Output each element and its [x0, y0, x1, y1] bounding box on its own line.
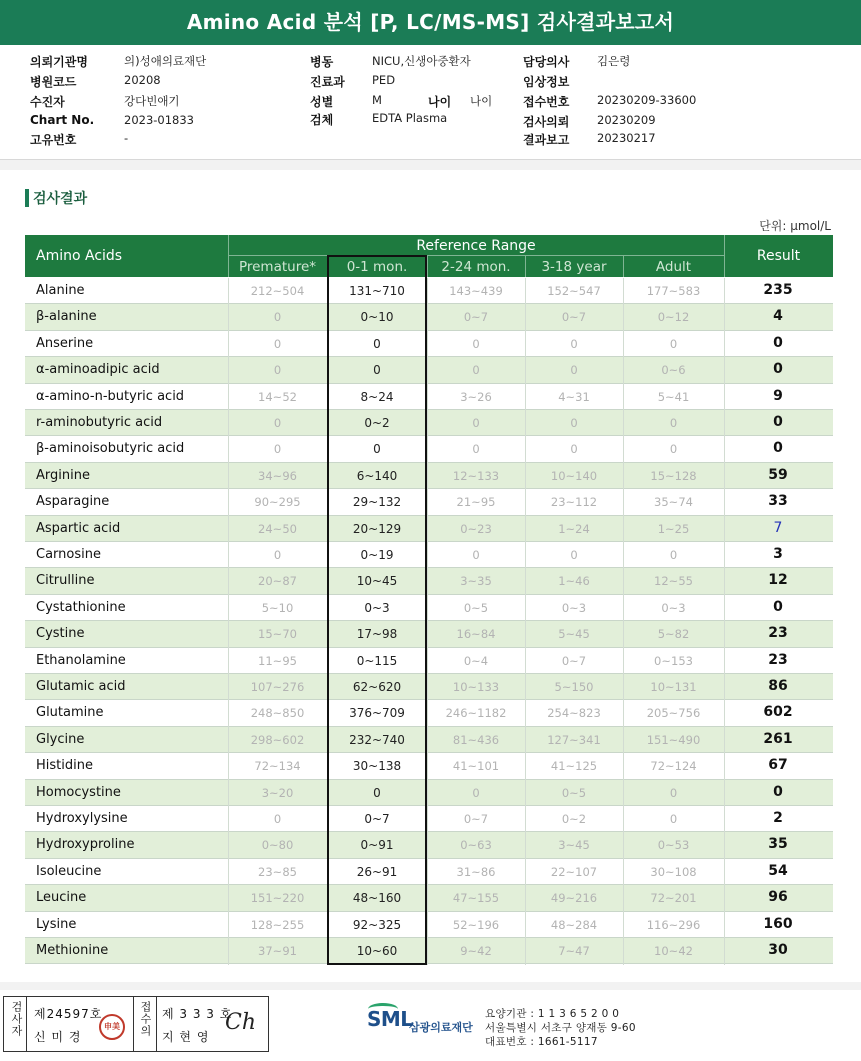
report-title: Amino Acid 분석 [P, LC/MS-MS] 검사결과보고서 — [0, 0, 861, 45]
amino-acid-name: β-aminoisobutyric acid — [36, 441, 185, 457]
table-row — [25, 436, 833, 462]
reference-value: 92~325 — [352, 917, 402, 932]
reference-value: 151~220 — [250, 891, 305, 906]
table-row — [25, 304, 833, 330]
result-value: 235 — [763, 282, 793, 298]
lab-address: 서울특별시 서초구 양재동 9-60 — [485, 1022, 636, 1034]
result-value: 96 — [768, 889, 788, 906]
info-label: 고유번호 — [30, 133, 77, 147]
reference-value: 212~504 — [250, 284, 305, 298]
info-label: 결과보고 — [523, 133, 570, 147]
reference-value: 116~296 — [646, 917, 701, 932]
reference-value: 5~41 — [657, 389, 690, 404]
reference-value: 0 — [669, 812, 678, 826]
reference-value: 0~23 — [460, 521, 492, 536]
sub-header-divider — [427, 255, 428, 277]
result-value: 33 — [768, 493, 788, 510]
header-result: Result — [756, 248, 801, 264]
sub-header-0: Premature* — [238, 259, 317, 275]
header-reference-range: Reference Range — [416, 238, 536, 254]
reference-value: 0 — [669, 416, 678, 430]
column-divider — [228, 278, 229, 965]
result-value: 59 — [768, 466, 788, 483]
reference-value: 5~82 — [657, 627, 690, 642]
amino-acid-name: Isoleucine — [36, 863, 102, 879]
reference-value: 205~756 — [646, 706, 701, 721]
confirmer-number: 제 3 3 3 호 — [162, 1007, 233, 1021]
reference-value: 48~284 — [550, 917, 598, 932]
reference-value: 17~98 — [356, 627, 398, 642]
amino-acid-name: Cystine — [36, 626, 85, 642]
reference-value: 41~101 — [452, 759, 500, 774]
reference-value: 0~5 — [561, 785, 587, 800]
reference-value: 0 — [570, 363, 578, 378]
handwritten-signature: Ch — [225, 1010, 257, 1035]
result-value: 0 — [773, 334, 783, 351]
result-value: 0 — [773, 440, 783, 457]
reference-value: 0 — [273, 812, 282, 826]
reference-value: 49~216 — [550, 891, 598, 906]
reference-value: 11~95 — [258, 653, 297, 668]
reference-value: 0 — [273, 442, 282, 457]
reference-value: 52~196 — [452, 917, 500, 932]
reference-value: 0 — [273, 548, 282, 562]
reference-value: 0 — [472, 416, 480, 430]
sub-header-1: 0-1 mon. — [346, 259, 408, 275]
reference-value: 0 — [472, 363, 480, 378]
column-divider — [525, 278, 526, 965]
reference-value: 0 — [472, 442, 480, 457]
result-value: 7 — [773, 519, 783, 536]
table-row — [25, 832, 833, 858]
section-marker — [25, 189, 29, 207]
reference-value: 0~19 — [360, 548, 394, 562]
reference-value: 23~112 — [550, 495, 598, 510]
reference-value: 0 — [373, 336, 381, 351]
info-label: 담당의사 — [523, 55, 570, 69]
sub-header-divider — [623, 255, 624, 277]
reference-value: 152~547 — [547, 284, 601, 298]
reference-value: 376~709 — [349, 706, 405, 721]
amino-acid-name: Glutamine — [36, 705, 104, 721]
reference-value: 151~490 — [646, 732, 701, 747]
column-divider — [623, 278, 624, 965]
amino-acid-name: α-amino-n-butyric acid — [36, 388, 185, 404]
table-row — [25, 542, 833, 568]
table-row — [25, 859, 833, 885]
reference-value: 0 — [669, 548, 678, 562]
reference-value: 254~823 — [547, 706, 601, 721]
reference-value: 0~4 — [463, 653, 489, 668]
sign-divider — [26, 997, 27, 1051]
result-value: 602 — [763, 704, 793, 721]
sign-divider — [133, 997, 134, 1051]
info-value: PED — [372, 73, 396, 87]
inspector-label: 검사자 — [10, 1001, 23, 1037]
reference-value: 3~35 — [460, 574, 492, 589]
info-value: NICU,신생아중환자 — [372, 54, 471, 68]
reference-value: 15~70 — [258, 627, 297, 642]
reference-value: 7~47 — [558, 944, 590, 958]
result-value: 160 — [763, 915, 793, 932]
reference-value: 31~86 — [456, 864, 496, 879]
result-value: 67 — [768, 757, 788, 774]
reference-value: 127~341 — [547, 732, 601, 747]
amino-acid-name: r-aminobutyric acid — [36, 415, 163, 430]
result-value: 35 — [768, 836, 788, 853]
reference-value: 81~436 — [452, 732, 500, 747]
lab-phone: 대표번호 : 1661-5117 — [485, 1036, 598, 1048]
reference-value: 0~7 — [561, 310, 587, 325]
result-value: 12 — [768, 572, 788, 589]
reference-value: 131~710 — [349, 284, 405, 298]
highlight-0-1-month-column — [327, 255, 427, 965]
table-row — [25, 331, 833, 357]
table-row — [25, 912, 833, 938]
reference-value: 10~131 — [650, 680, 697, 694]
reference-value: 0 — [273, 363, 282, 378]
sign-divider — [156, 997, 157, 1051]
reference-value: 0~7 — [463, 812, 489, 826]
reference-value: 0~3 — [561, 600, 587, 615]
reference-value: 0~153 — [654, 653, 693, 668]
inspector-number: 제24597호 — [34, 1007, 103, 1021]
reference-value: 8~24 — [360, 389, 394, 404]
info-value: 2023-01833 — [124, 113, 194, 127]
reference-value: 10~133 — [452, 680, 500, 694]
reference-value: 3~20 — [261, 785, 294, 800]
info-label: 진료과 — [310, 75, 345, 89]
info-label: 병동 — [310, 55, 334, 69]
result-value: 3 — [773, 546, 783, 562]
table-row — [25, 727, 833, 753]
amino-acid-name: Ethanolamine — [36, 652, 126, 668]
sub-header-3: 3-18 year — [541, 259, 607, 275]
reference-value: 47~155 — [452, 891, 500, 906]
result-value: 0 — [773, 414, 783, 430]
amino-acid-name: Alanine — [36, 283, 85, 298]
reference-value: 3~45 — [558, 838, 590, 853]
reference-value: 12~55 — [654, 574, 693, 589]
reference-value: 0 — [570, 336, 578, 351]
result-value: 0 — [773, 598, 783, 615]
info-label: 의뢰기관명 — [30, 55, 88, 69]
result-value: 4 — [773, 308, 783, 325]
result-value: 261 — [763, 730, 793, 747]
result-value: 0 — [773, 783, 783, 800]
table-row — [25, 885, 833, 911]
header-divider — [228, 255, 724, 256]
info-label: 검체 — [310, 113, 334, 127]
table-row — [25, 384, 833, 410]
amino-acid-name: Homocystine — [36, 784, 121, 800]
reference-value: 232~740 — [349, 732, 405, 747]
reference-value: 0 — [472, 548, 480, 562]
amino-acid-name: Methionine — [36, 943, 109, 958]
reference-value: 14~52 — [258, 389, 297, 404]
header-amino-acids: Amino Acids — [36, 248, 123, 264]
table-row — [25, 700, 833, 726]
reference-value: 0~80 — [261, 838, 294, 853]
table-row — [25, 780, 833, 806]
reference-value: 143~439 — [449, 284, 503, 298]
amino-acid-name: Leucine — [36, 890, 87, 906]
table-row — [25, 674, 833, 700]
reference-value: 0 — [472, 785, 480, 800]
age-label: 나이 — [428, 95, 452, 109]
result-value: 30 — [768, 942, 788, 958]
reference-value: 0~2 — [561, 812, 587, 826]
reference-value: 0~2 — [364, 416, 390, 430]
reference-value: 0~7 — [561, 653, 587, 668]
table-row — [25, 595, 833, 621]
table-row — [25, 489, 833, 515]
amino-acid-name: Anserine — [36, 335, 94, 351]
reference-value: 248~850 — [250, 706, 305, 721]
sml-logo: SML — [367, 1007, 413, 1031]
info-label: 성별 — [310, 95, 334, 109]
reference-value: 29~132 — [352, 495, 402, 510]
info-label: 임상정보 — [523, 75, 570, 89]
reference-value: 10~60 — [356, 944, 398, 958]
reference-value: 0~12 — [657, 310, 690, 325]
reference-value: 22~107 — [550, 864, 598, 879]
reference-value: 10~42 — [654, 944, 693, 958]
sub-header-2: 2-24 mon. — [441, 259, 511, 275]
table-row — [25, 516, 833, 542]
amino-acid-name: Glycine — [36, 731, 85, 747]
reference-value: 1~24 — [558, 521, 590, 536]
reference-value: 0~7 — [463, 310, 489, 325]
reference-value: 128~255 — [250, 917, 305, 932]
reference-value: 72~124 — [650, 759, 697, 774]
reference-value: 0~6 — [661, 363, 686, 378]
sub-header-divider — [525, 255, 526, 277]
info-label: 수진자 — [30, 95, 65, 109]
table-row — [25, 463, 833, 489]
info-value: - — [124, 131, 129, 145]
reference-value: 62~620 — [352, 680, 402, 694]
reference-value: 0~3 — [661, 600, 686, 615]
table-row — [25, 806, 833, 832]
header-divider — [724, 235, 725, 277]
reference-value: 0~7 — [364, 812, 390, 826]
result-value: 54 — [768, 862, 788, 879]
reference-value: 23~85 — [258, 864, 297, 879]
reference-value: 41~125 — [550, 759, 598, 774]
info-label: 검사의뢰 — [523, 115, 570, 129]
reference-value: 21~95 — [456, 495, 496, 510]
reference-value: 3~26 — [460, 389, 492, 404]
table-row — [25, 648, 833, 674]
table-row — [25, 410, 833, 436]
info-value: M — [372, 93, 382, 107]
table-row — [25, 357, 833, 383]
amino-acid-name: Citrulline — [36, 573, 95, 589]
reference-value: 0 — [570, 442, 578, 457]
unit-label: 단위: μmol/L — [759, 219, 831, 233]
reference-value: 0~115 — [356, 653, 398, 668]
reference-value: 298~602 — [250, 732, 305, 747]
reference-value: 0~53 — [657, 838, 690, 853]
reference-value: 0~5 — [463, 600, 489, 615]
reference-value: 0 — [373, 363, 381, 378]
reference-value: 10~140 — [550, 468, 598, 483]
info-value: 의)성애의료재단 — [124, 54, 207, 68]
result-value: 23 — [768, 625, 788, 642]
reference-value: 0~91 — [360, 838, 394, 853]
lab-name: 삼광의료재단 — [409, 1021, 473, 1034]
reference-value: 1~25 — [657, 521, 690, 536]
info-value: 20230209 — [597, 113, 656, 127]
amino-acid-name: Carnosine — [36, 547, 101, 562]
reference-value: 30~138 — [352, 759, 402, 774]
reference-value: 0 — [273, 310, 282, 325]
reference-value: 0 — [273, 336, 282, 351]
age-value: 나이 — [470, 94, 493, 108]
table-row — [25, 568, 833, 594]
reference-value: 72~134 — [254, 759, 301, 774]
amino-acid-name: Arginine — [36, 467, 90, 483]
result-value: 23 — [768, 651, 788, 668]
amino-acid-name: Asparagine — [36, 494, 110, 510]
reference-value: 0 — [373, 442, 381, 457]
amino-acid-name: Aspartic acid — [36, 520, 121, 536]
info-value: EDTA Plasma — [372, 111, 448, 125]
reference-value: 0 — [669, 442, 678, 457]
reference-value: 5~10 — [261, 600, 294, 615]
red-seal-stamp: 申美 — [99, 1014, 125, 1040]
inspector-name: 신 미 경 — [34, 1030, 82, 1044]
reference-value: 12~133 — [452, 468, 500, 483]
reference-value: 9~42 — [460, 944, 492, 958]
amino-acid-name: Histidine — [36, 758, 93, 774]
table-row — [25, 938, 833, 964]
reference-value: 20~87 — [258, 574, 297, 589]
reference-value: 0 — [570, 416, 578, 430]
column-divider — [724, 278, 725, 965]
reference-value: 5~45 — [558, 627, 590, 642]
info-label: 접수번호 — [523, 95, 570, 109]
reference-value: 26~91 — [356, 864, 398, 879]
reference-value: 24~50 — [258, 521, 297, 536]
info-value: 강다빈애기 — [124, 94, 180, 108]
reference-value: 37~91 — [258, 944, 297, 958]
reference-value: 0~3 — [364, 600, 390, 615]
reference-value: 34~96 — [258, 468, 297, 483]
confirmer-name: 지 현 영 — [162, 1030, 210, 1044]
reference-value: 1~46 — [558, 574, 590, 589]
info-label: Chart No. — [30, 113, 95, 127]
reference-value: 35~74 — [654, 495, 693, 510]
reference-value: 0 — [669, 785, 678, 800]
reference-value: 15~128 — [650, 468, 697, 483]
reference-value: 0 — [273, 416, 282, 430]
amino-acid-name: Hydroxylysine — [36, 811, 128, 826]
amino-acid-name: Lysine — [36, 916, 77, 932]
reference-value: 30~108 — [650, 864, 697, 879]
reference-value: 10~45 — [356, 574, 398, 589]
amino-acid-name: Hydroxyproline — [36, 837, 135, 853]
reference-value: 48~160 — [352, 891, 402, 906]
result-value: 9 — [773, 387, 783, 404]
reference-value: 0 — [472, 336, 480, 351]
amino-acid-name: β-alanine — [36, 309, 97, 325]
info-value: 20230209-33600 — [597, 93, 697, 107]
reference-value: 107~276 — [250, 680, 305, 694]
confirmer-label: 접수의 — [139, 1001, 152, 1037]
info-value: 20230217 — [597, 131, 656, 145]
amino-acid-name: α-aminoadipic acid — [36, 362, 160, 378]
amino-acid-name: Glutamic acid — [36, 679, 126, 694]
info-label: 병원코드 — [30, 75, 77, 89]
table-row — [25, 753, 833, 779]
reference-value: 0 — [570, 548, 578, 562]
reference-value: 177~583 — [646, 284, 701, 298]
info-value: 20208 — [124, 73, 161, 87]
reference-value: 0~63 — [460, 838, 492, 853]
reference-value: 72~201 — [650, 891, 697, 906]
reference-value: 0~10 — [360, 310, 394, 325]
reference-value: 246~1182 — [445, 706, 507, 721]
result-value: 0 — [773, 361, 783, 378]
result-value: 2 — [773, 810, 783, 826]
section-title: 검사결과 — [33, 191, 88, 207]
column-divider — [427, 278, 428, 965]
reference-value: 0 — [373, 785, 381, 800]
amino-acid-name: Cystathionine — [36, 599, 126, 615]
info-value: 김은령 — [597, 54, 631, 68]
reference-value: 5~150 — [554, 680, 594, 694]
sub-header-4: Adult — [655, 259, 692, 275]
table-row — [25, 621, 833, 647]
reference-value: 20~129 — [352, 521, 402, 536]
result-value: 86 — [768, 678, 788, 694]
reference-value: 4~31 — [558, 389, 590, 404]
table-row — [25, 278, 833, 304]
reference-value: 90~295 — [254, 495, 301, 510]
lab-code: 요양기관 : 1 1 3 6 5 2 0 0 — [485, 1008, 620, 1020]
reference-value: 16~84 — [456, 627, 496, 642]
reference-value: 6~140 — [356, 468, 398, 483]
reference-value: 0 — [669, 336, 678, 351]
